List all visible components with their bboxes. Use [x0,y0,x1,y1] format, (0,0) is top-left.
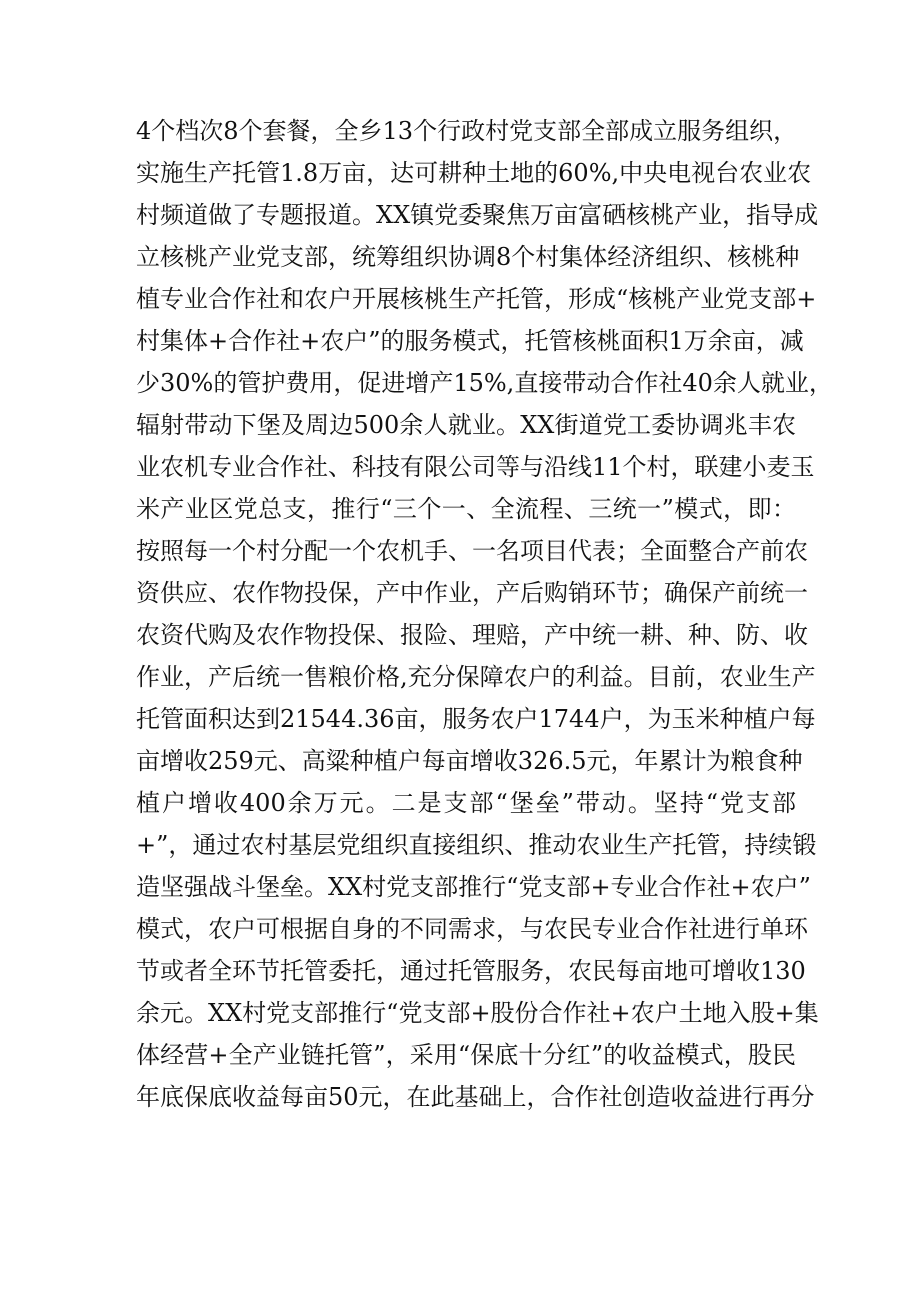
text-line: 模式，农户可根据自身的不同需求，与农民专业合作社进行单环 [136,915,808,943]
text-line: 资供应、农作物投保，产中作业，产后购销环节；确保产前统一 [136,579,808,607]
text-line: 造坚强战斗堡垒。XX村党支部推行“党支部+专业合作社+农户” [136,873,811,901]
text-line: 按照每一个村分配一个农机手、一名项目代表；全面整合产前农 [136,537,808,565]
text-line: 植户增收400余万元。二是支部“堡垒”带动。坚持“党支部 [136,789,796,817]
text-line: 业农机专业合作社、科技有限公司等与沿线11个村，联建小麦玉 [136,453,815,481]
text-line: 米产业区党总支，推行“三个一、全流程、三统一”模式，即： [136,495,796,523]
text-line: 实施生产托管1.8万亩，达可耕种土地的60%,中央电视台农业农 [136,159,812,187]
text-line: 亩增收259元、高粱种植户每亩增收326.5元，年累计为粮食种 [136,747,803,775]
body-text [136,110,833,1118]
text-line: 植专业合作社和农户开展核桃生产托管，形成“核桃产业党支部+ [136,285,817,313]
text-line: 体经营+全产业链托管”，采用“保底十分红”的收益模式，股民 [136,1041,796,1069]
text-line: 村集体+合作社+农户”的服务模式，托管核桃面积1万余亩，减 [136,327,804,355]
text-line: 作业，产后统一售粮价格,充分保障农户的利益。目前，农业生产 [136,663,816,691]
text-line: 余元。XX村党支部推行“党支部+股份合作社+农户土地入股+集 [136,999,819,1027]
text-line: 少30%的管护费用，促进增产15%,直接带动合作社40余人就业， [136,369,833,397]
text-line: 立核桃产业党支部，统筹组织协调8个村集体经济组织、核桃种 [136,243,800,271]
text-line: 辐射带动下堡及周边500余人就业。XX街道党工委协调兆丰农 [136,411,796,439]
text-line: 节或者全环节托管委托，通过托管服务，农民每亩地可增收130 [136,957,806,985]
text-line: 村频道做了专题报道。XX镇党委聚焦万亩富硒核桃产业，指导成 [136,201,819,229]
text-line: 4个档次8个套餐，全乡13个行政村党支部全部成立服务组织， [136,117,798,145]
text-line: +”，通过农村基层党组织直接组织、推动农业生产托管，持续锻 [136,831,817,859]
text-line: 农资代购及农作物投保、报险、理赔，产中统一耕、种、防、收 [136,621,808,649]
text-line: 托管面积达到21544.36亩，服务农户1744户，为玉米种植户每 [136,705,816,733]
text-line: 年底保底收益每亩50元，在此基础上，合作社创造收益进行再分 [136,1083,815,1111]
